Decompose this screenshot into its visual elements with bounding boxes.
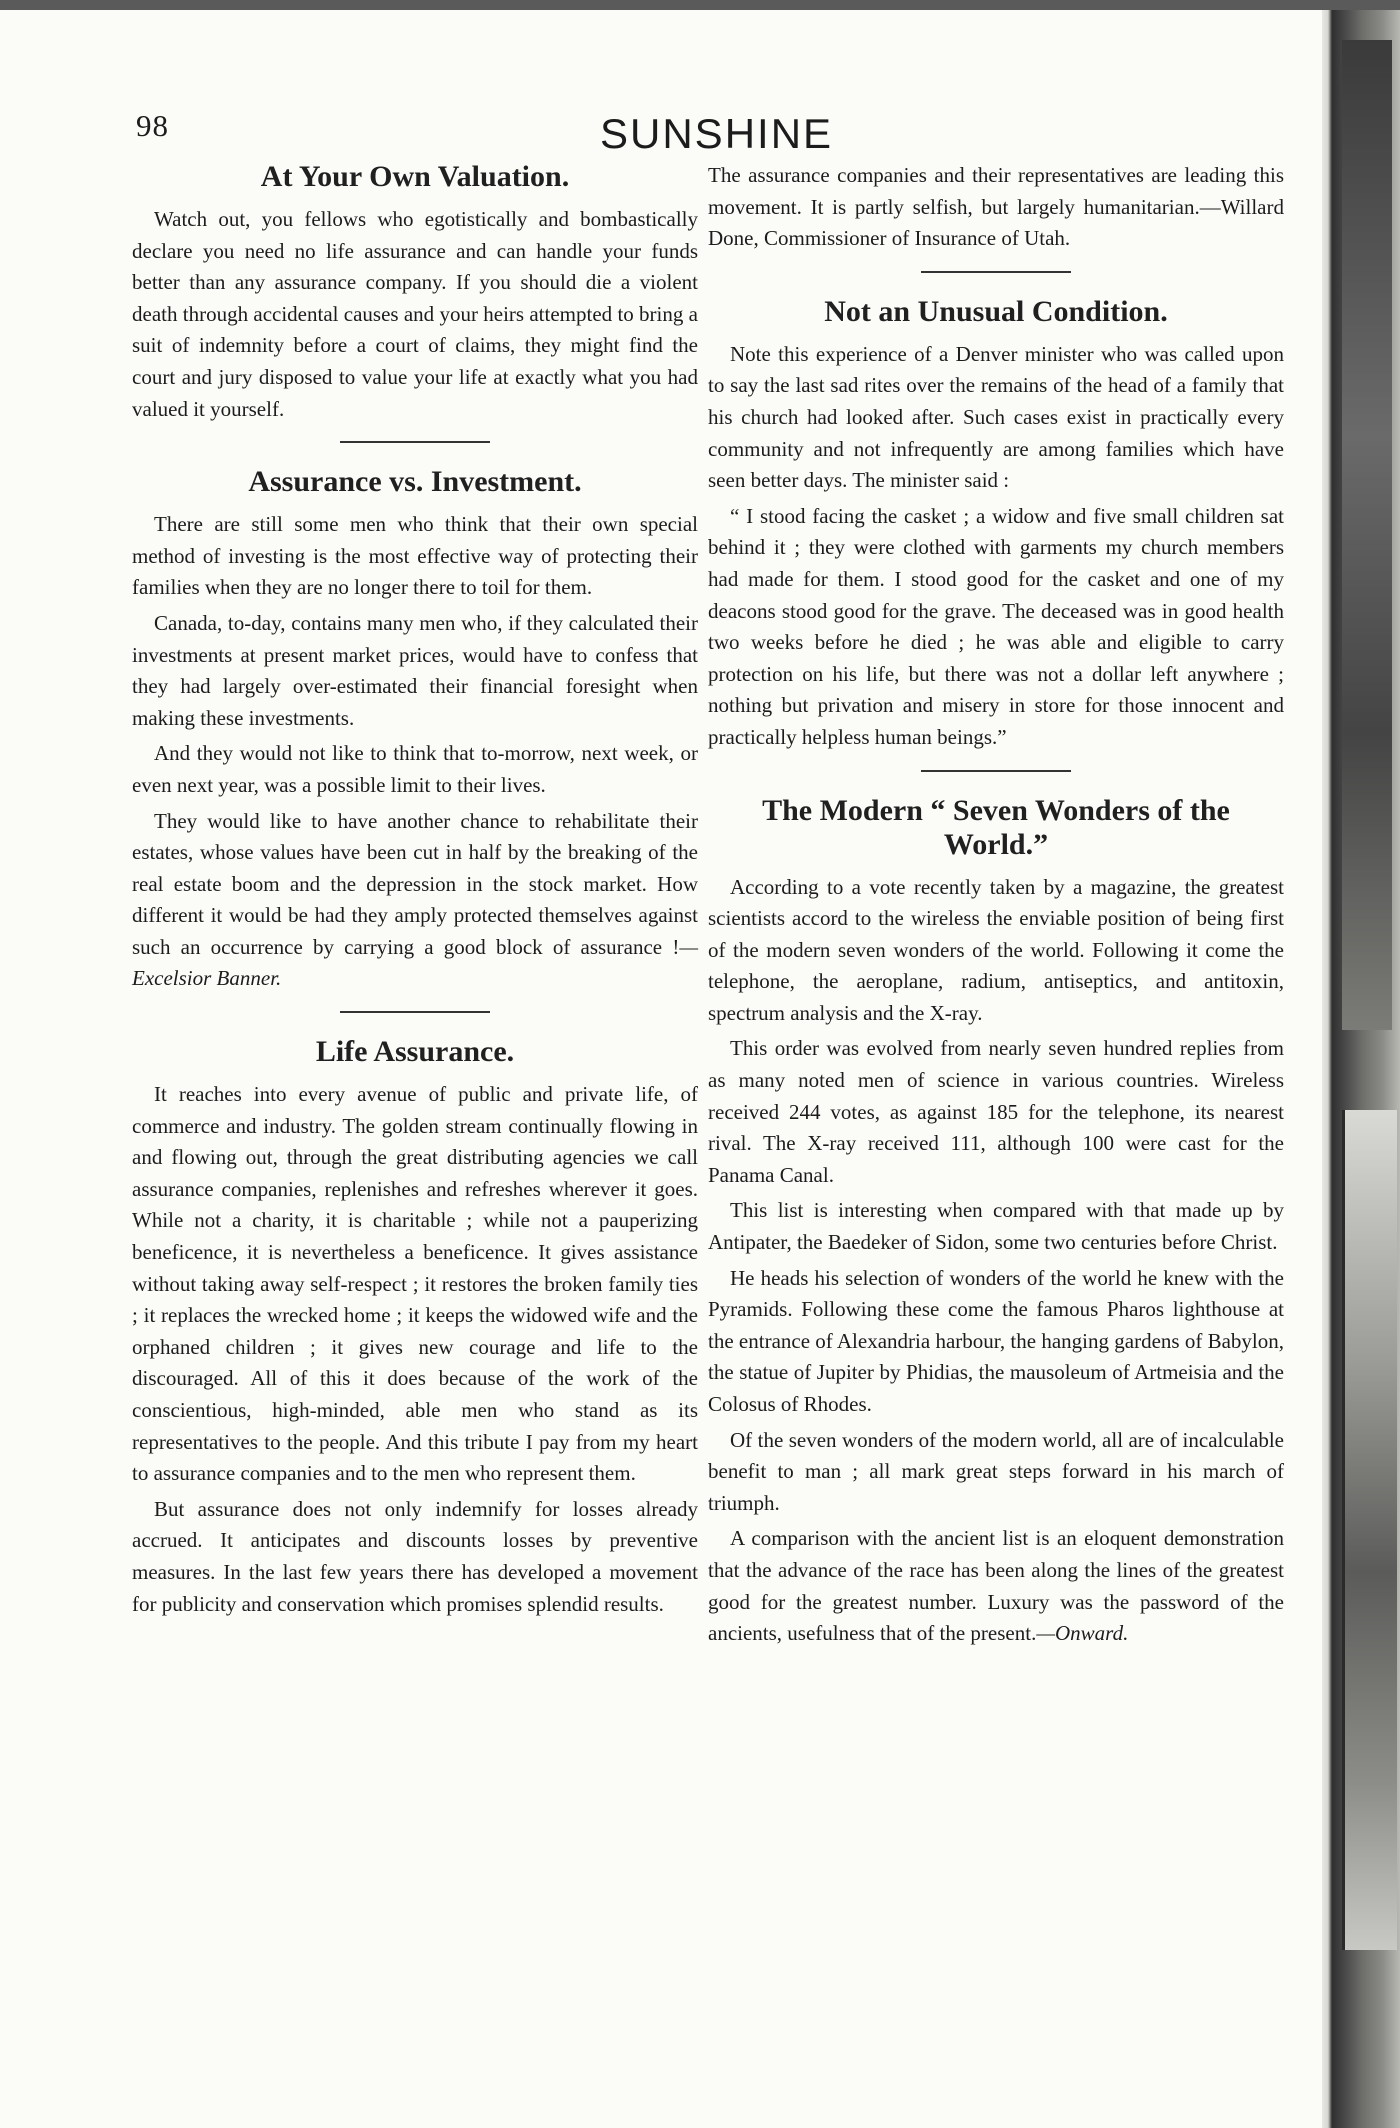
article-paragraph: And they would not like to think that to-morrow, next week, or even next year, was a possible limit to their lives. bbox=[132, 741, 698, 797]
section-divider bbox=[340, 1011, 490, 1013]
article-title-valuation: At Your Own Valuation. bbox=[260, 160, 570, 193]
section-divider bbox=[340, 441, 490, 443]
article-paragraph: He heads his selection of wonders of the world he knew with the Pyramids. Following these come the famous Pharos lighthouse at the entrance of Alexandria harbour, the hanging gardens of Babylon, the statue of Jupiter by Phidias, the mausoleum of Artmeisia and the Colosus of Rhodes. bbox=[708, 1265, 1284, 1416]
article-paragraph: Of the seven wonders of the modern world, all are of incalculable benefit to man ; all mark great steps forward in his march of triumph. bbox=[708, 1427, 1284, 1515]
article-title-seven-wonders: The Modern “ Seven Wonders of the World.” bbox=[762, 793, 1230, 861]
article-paragraph-text: A comparison with the ancient list is an eloquent demonstration that the advance of the race has been along the lines of the greatest good for the greatest number. Luxury was the password of the ancients, usefulness that of the present. bbox=[708, 1526, 1284, 1646]
article-paragraph-text: They would like to have another chance to rehabilitate their estates, whose values have been cut in half by the breaking of the real estate boom and the depression in the stock market. How different it would be had they amply protected themselves against such an occurrence by carrying a good block of assurance ! bbox=[132, 808, 698, 959]
scan-border-top bbox=[0, 0, 1400, 10]
article-paragraph-with-byline bbox=[132, 806, 698, 996]
left-column bbox=[132, 160, 698, 1624]
article-paragraph: This list is interesting when compared with that made up by Antipater, the Baedeker of Sidon, some two centuries before Christ. bbox=[708, 1198, 1284, 1255]
article-paragraph: According to a vote recently taken by a magazine, the greatest scientists accord to the wireless the enviable position of being first of the modern seven wonders of the world. Following it come the telephone, the aeroplane, radium, antiseptics, and antitoxin, spectrum analysis and the X-ray. bbox=[708, 874, 1284, 1025]
adjacent-page-edge bbox=[1322, 10, 1400, 2128]
article-title-unusual-condition: Not an Unusual Condition. bbox=[824, 294, 1168, 328]
page-number: 98 bbox=[136, 108, 169, 143]
section-divider bbox=[921, 770, 1071, 772]
article-paragraph: Note this experience of a Denver minister who was called upon to say the last sad rites over the remains of the head of a family that his church had looked after. Such cases exist in practically every community and not infrequently are among families which have seen better days. The minister said : bbox=[708, 341, 1284, 493]
adjacent-photo-top bbox=[1342, 40, 1392, 1030]
masthead-title: SUNSHINE bbox=[600, 110, 834, 157]
article-quote: “ I stood facing the casket ; a widow and five small children sat behind it ; they were clothed with garments my church members had made for them. I stood good for the casket and one of my deacons stood good for the grave. The deceased was in good health two weeks before he died ; he was able and eligible to carry protection on his life, but there was not a dollar left anywhere ; nothing but privation and misery in store for those innocent and practically helpless human beings.” bbox=[708, 503, 1284, 749]
right-column bbox=[708, 160, 1284, 1654]
article-paragraph: Watch out, you fellows who egotistically and bombastically declare you need no life assurance and can handle your funds better than any assurance company. If you should die a violent death through accidental causes and your heirs attempted to bring a suit of indemnity before a court of claims, they might find the court and jury disposed to value your life at exactly what you had valued it yourself. bbox=[132, 207, 698, 421]
article-paragraph: This order was evolved from nearly seven hundred replies from as many noted men of science in various countries. Wireless received 244 votes, as against 185 for the telephone, its nearest rival. The X-ray received 111, although 100 were cast for the Panama Canal. bbox=[708, 1036, 1284, 1187]
article-paragraph: Canada, to-day, contains many men who, if they calculated their investments at present market prices, would have to confess that they had largely over-estimated their financial foresight when making these investments. bbox=[132, 610, 698, 730]
article-paragraph: But assurance does not only indemnify for losses already accrued. It anticipates and discounts losses by preventive measures. In the last few years there has developed a movement for publicity and conservation which promises splendid results. bbox=[132, 1496, 698, 1616]
section-divider bbox=[921, 271, 1071, 273]
article-title-investment: Assurance vs. Investment. bbox=[248, 465, 582, 499]
article-title-life-assurance: Life Assurance. bbox=[315, 1035, 515, 1069]
article-byline: —Excelsior Banner. bbox=[132, 934, 698, 991]
adjacent-photo-bottom bbox=[1342, 1110, 1397, 1950]
continued-paragraph: The assurance companies and their representatives are leading this movement. It is partly selfish, but largely humanitarian.—Willard Done, Commissioner of Insurance of Utah. bbox=[708, 163, 1284, 251]
article-byline: —Onward. bbox=[1036, 1621, 1129, 1646]
article-paragraph: There are still some men who think that their own special method of investing is the most effective way of protecting their families when they are no longer there to toil for them. bbox=[132, 512, 698, 600]
article-paragraph-with-byline bbox=[708, 1523, 1284, 1649]
article-paragraph: It reaches into every avenue of public and private life, of commerce and industry. The golden stream continually flowing in and flowing out, through the great distributing agencies we call assurance companies, replenishes and refreshes wherever it goes. While not a charity, it is charitable ; while not a pauperizing beneficence, it is nevertheless a beneficence. It gives assistance without taking away self-respect ; it restores the broken family ties ; it replaces the wrecked home ; it keeps the widowed wife and the orphaned children ; it gives new courage and life to the discouraged. All of this it does because of the work of the conscientious, high-minded, able men who stand as its representatives to the people. And this tribute I pay from my heart to assurance companies and to the men who represent them. bbox=[132, 1082, 698, 1486]
